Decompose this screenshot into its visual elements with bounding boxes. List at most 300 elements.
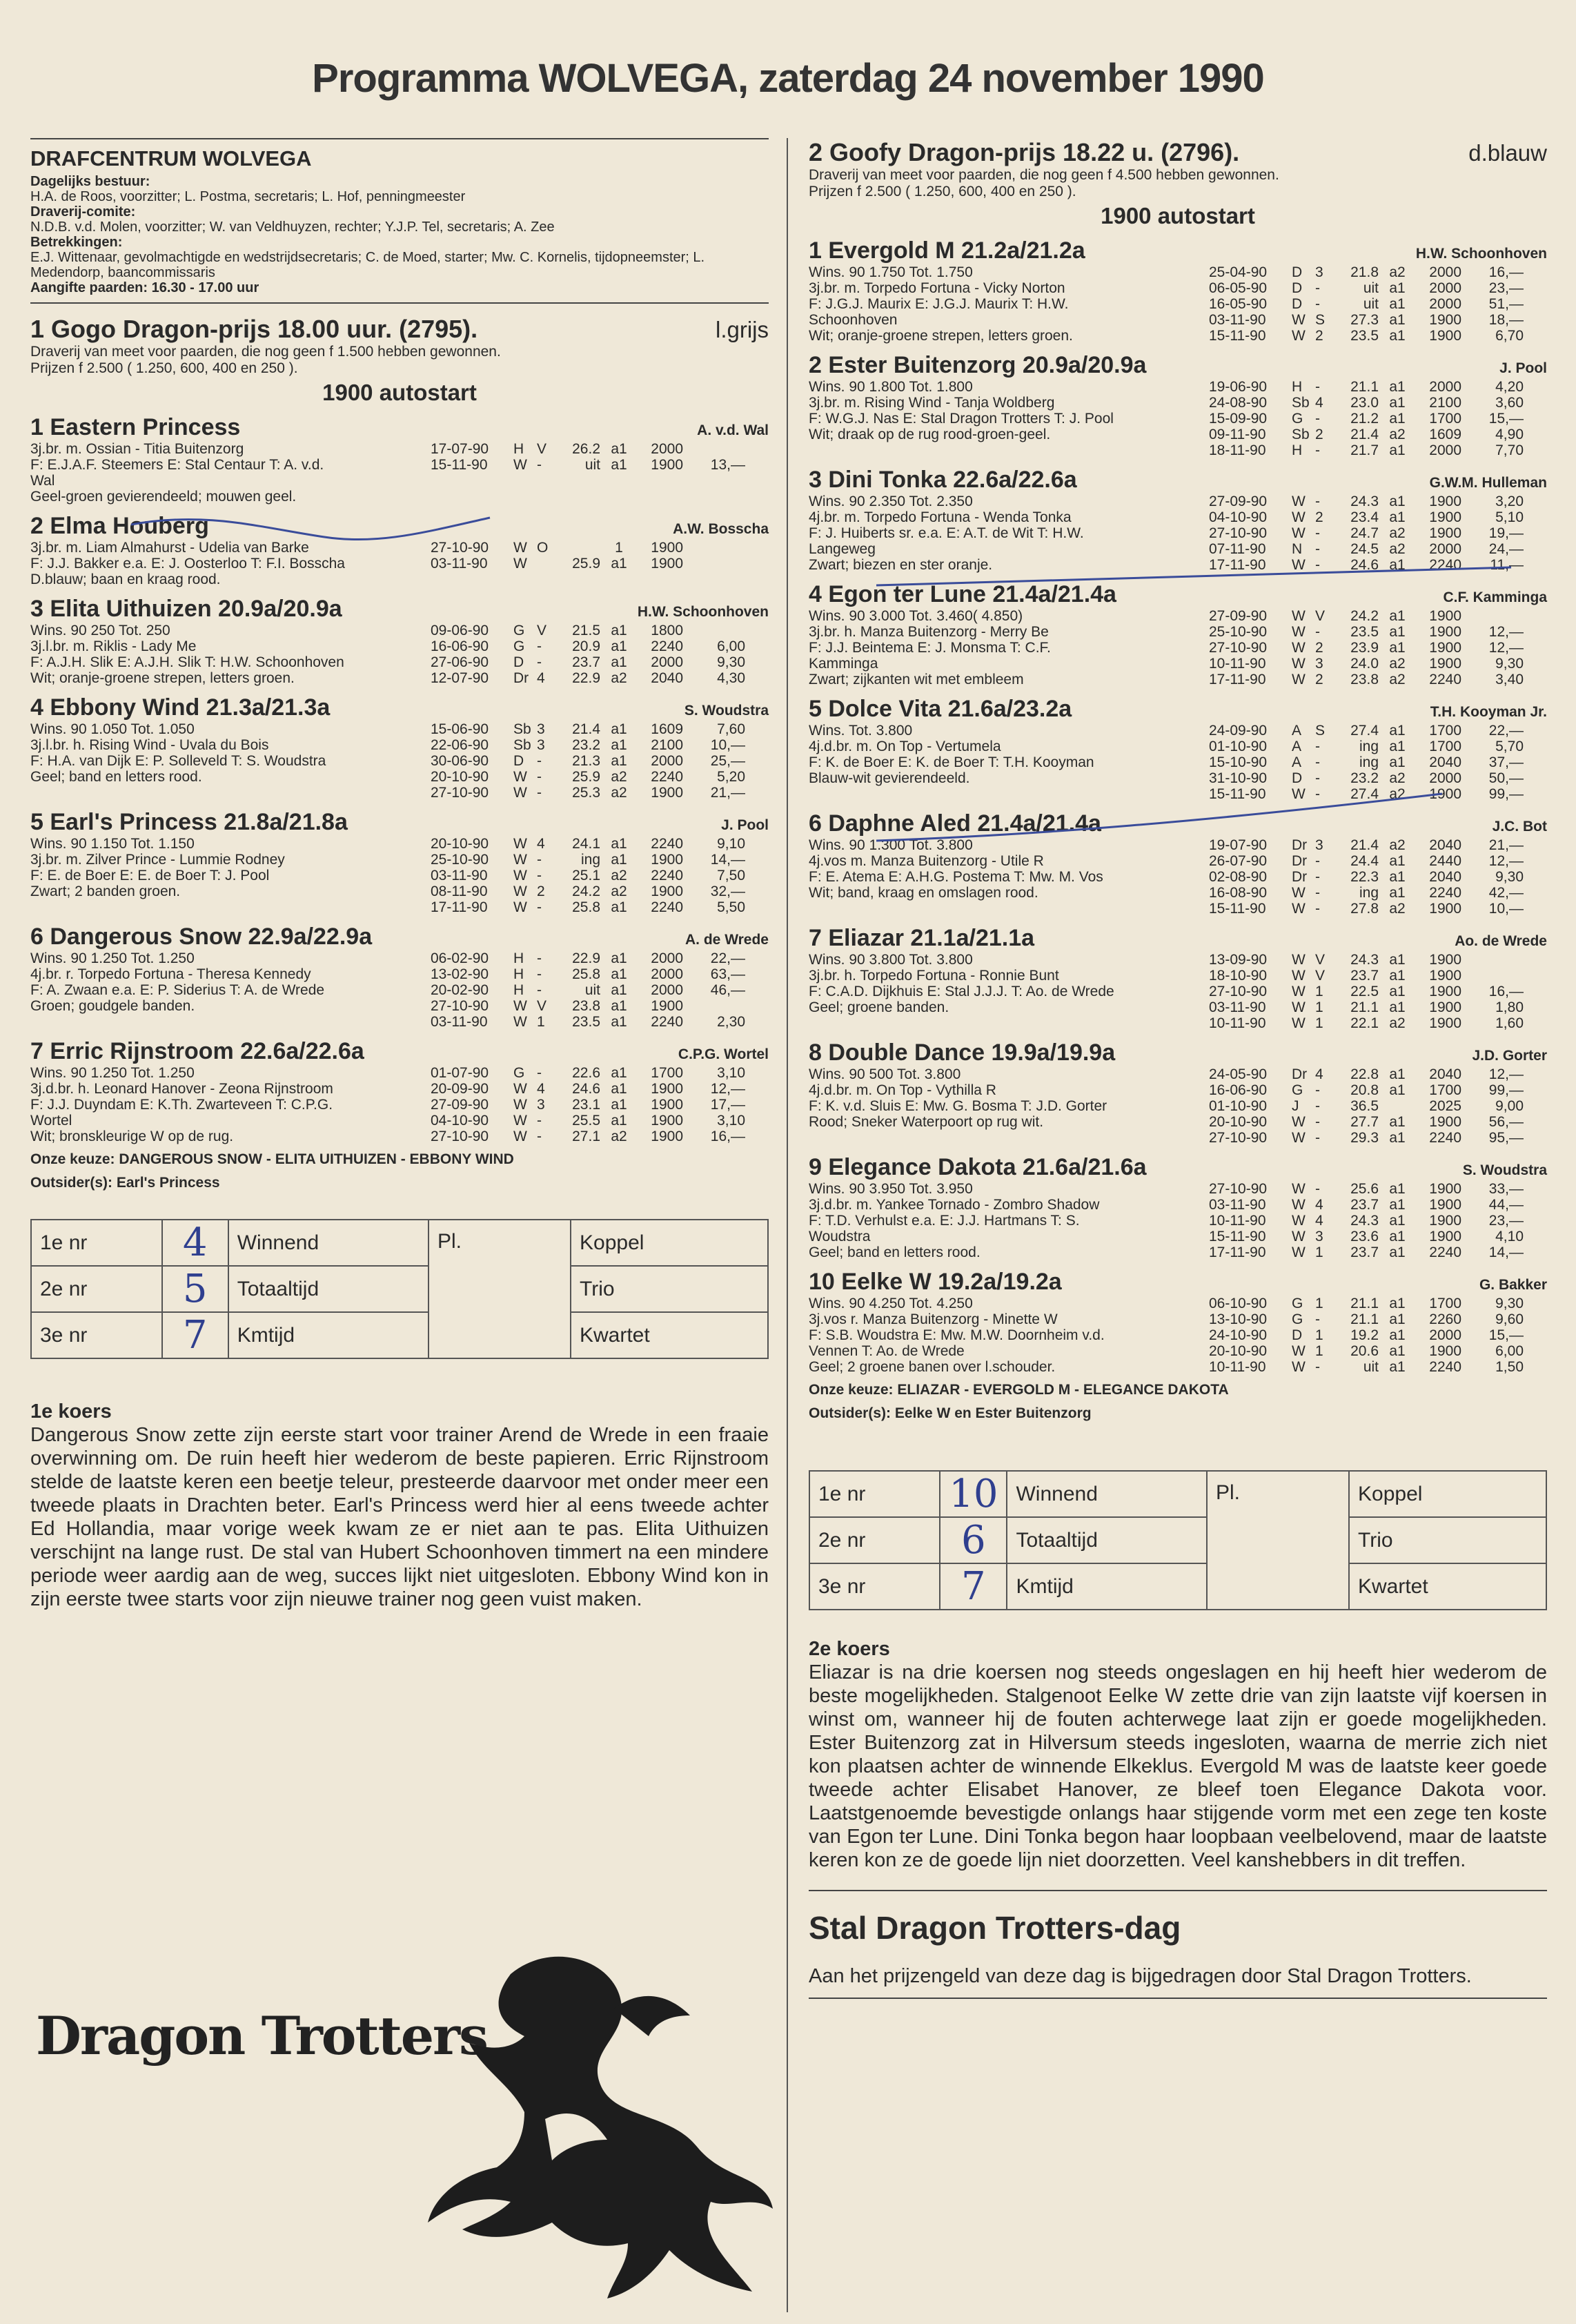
form-cell: 51,—	[1488, 296, 1524, 312]
form-rows	[431, 441, 769, 505]
info-line: Wal	[30, 473, 55, 489]
form-row	[1209, 312, 1547, 328]
form-cell	[683, 556, 745, 572]
form-cell: W	[1292, 1213, 1306, 1229]
form-cell: G	[1292, 1082, 1303, 1098]
form-cell: W	[513, 1129, 527, 1144]
form-cell: O	[537, 540, 549, 556]
form-cell: W	[1292, 525, 1306, 541]
form-cell: 23.7	[572, 654, 600, 670]
form-cell: 2040	[1429, 869, 1461, 885]
form-cell: -	[537, 899, 542, 915]
form-cell: 24.1	[572, 836, 600, 852]
form-cell: 6,70	[1495, 328, 1524, 344]
form-cell: 3	[537, 721, 545, 737]
form-row	[1209, 1311, 1547, 1327]
horse-details	[30, 1065, 769, 1144]
form-cell: 2240	[651, 1014, 683, 1030]
form-cell: a1	[611, 1113, 627, 1129]
form-cell: 21.5	[572, 623, 600, 638]
form-row	[1209, 869, 1547, 885]
horse-entry	[30, 1038, 769, 1144]
form-row	[1209, 1244, 1547, 1260]
form-cell: 17-11-90	[431, 899, 488, 915]
form-cell: 23.5	[1350, 624, 1379, 640]
form-cell: 16,—	[1488, 264, 1524, 280]
form-cell: 3	[537, 737, 545, 753]
form-cell: J	[1292, 1098, 1299, 1114]
form-cell: 23.7	[1350, 968, 1379, 984]
form-cell: -	[1315, 853, 1320, 869]
form-cell: 12,—	[1488, 640, 1524, 656]
form-cell: 12,—	[1488, 1066, 1524, 1082]
info-line: F: K. v.d. Sluis E: Mw. G. Bosma T: J.D. Gorter	[809, 1098, 1107, 1114]
horse-entry	[809, 1154, 1547, 1260]
form-cell: 95,—	[1488, 1130, 1524, 1146]
form-cell: 14,—	[710, 852, 745, 868]
form-cell: 30-06-90	[431, 753, 489, 769]
form-row	[1209, 494, 1547, 509]
form-cell: 20-10-90	[1209, 1343, 1268, 1359]
form-cell: 2240	[1429, 672, 1461, 687]
form-row	[1209, 1229, 1547, 1244]
form-cell: 08-11-90	[431, 883, 488, 899]
form-cell: H	[513, 950, 524, 966]
form-cell: -	[1315, 1311, 1320, 1327]
form-cell: G	[1292, 1296, 1303, 1311]
form-cell: W	[513, 785, 527, 801]
info-line: Wins. 90 3.000 Tot. 3.460( 4.850)	[809, 608, 1023, 624]
horse-name: 3 Dini Tonka 22.6a/22.6a	[809, 467, 1077, 493]
horse-name: 2 Elma Houberg	[30, 513, 209, 539]
horse-info	[30, 721, 431, 801]
form-cell: -	[1315, 739, 1320, 754]
form-row	[1209, 1082, 1547, 1098]
horse-header	[809, 1039, 1547, 1066]
form-row	[1209, 1130, 1547, 1146]
form-row	[1209, 770, 1547, 786]
form-cell: 24.2	[572, 883, 600, 899]
form-cell: Dr	[1292, 853, 1308, 869]
form-rows	[431, 721, 769, 801]
info-line: Geel; groene banden.	[809, 999, 949, 1015]
form-cell: 09-06-90	[431, 623, 489, 638]
form-cell: 17-07-90	[431, 441, 489, 457]
form-cell: a2	[1389, 656, 1406, 672]
form-cell: 22.5	[1350, 984, 1379, 999]
horse-header	[30, 414, 769, 441]
trainer-name: C.P.G. Wortel	[678, 1046, 769, 1062]
form-cell: a1	[1389, 984, 1406, 999]
form-cell: 1	[1315, 1015, 1323, 1031]
form-cell: 1,50	[1495, 1359, 1524, 1375]
form-cell: 9,10	[717, 836, 745, 852]
form-cell: D	[1292, 770, 1303, 786]
form-cell: a1	[1389, 1213, 1406, 1229]
race-color: d.blauw	[1468, 140, 1547, 166]
form-cell: V	[1315, 608, 1326, 624]
form-cell: a2	[611, 769, 627, 785]
form-row	[1209, 984, 1547, 999]
form-cell: 22.6	[572, 1065, 600, 1081]
form-cell: 10-11-90	[1209, 1213, 1266, 1229]
score-label: Winnend	[1007, 1471, 1207, 1517]
form-cell: 1800	[651, 623, 683, 638]
form-cell: a2	[611, 785, 627, 801]
form-cell: 1900	[1429, 494, 1461, 509]
form-cell: 20-10-90	[431, 836, 489, 852]
horse-entry	[30, 513, 769, 587]
info-line: Wit; bronskleurige W op de rug.	[30, 1129, 234, 1144]
form-row	[431, 950, 769, 966]
form-cell: a1	[1389, 1130, 1406, 1146]
form-cell	[1461, 952, 1524, 968]
form-cell	[683, 540, 745, 556]
form-cell: 24.6	[572, 1081, 600, 1097]
form-cell: 20-10-90	[431, 769, 489, 785]
form-cell: 01-10-90	[1209, 1098, 1268, 1114]
horse-header	[809, 352, 1547, 379]
betrekkingen-label: Betrekkingen:	[30, 235, 123, 250]
horse-entry	[809, 1039, 1547, 1146]
form-cell: 4	[537, 1081, 545, 1097]
form-row	[1209, 328, 1547, 344]
commentary-text: Dangerous Snow zette zijn eerste start voor trainer Arend de Wrede in een fraaie overwinning om. De ruin heeft hier wederom de beste papieren. Erric Rijnstroom stelde de laatste keren een beetje teleur, presteerde daarvoor met onder meer een tweede plaats in Drachten beter. Earl's Princess werd hier al eens tweede achter Ed Hollandia, maar vorige week kwam ze er niet aan te pas. Elita Uithuizen verschijnt na lange rust. De stal van Hubert Schoonhoven timmert na een mindere periode weer aardig aan de weg, succes lijkt niet uitgesloten. Ebbony Wind kon in zijn eerste twee starts voor zijn nieuwe trainer nog geen vuist maken.	[30, 1424, 769, 1610]
race-prizes: Prijzen f 2.500 ( 1.250, 600, 400 en 250 ).	[809, 184, 1076, 199]
form-cell: 22.9	[572, 670, 600, 686]
form-cell: 4	[1315, 395, 1323, 411]
form-cell: 27.4	[1350, 723, 1379, 739]
form-cell: 2	[537, 883, 545, 899]
form-cell: 23.0	[1350, 395, 1379, 411]
form-cell: a1	[1389, 869, 1406, 885]
form-cell: A	[1292, 723, 1302, 739]
form-cell: 24-09-90	[1209, 723, 1268, 739]
form-cell: 27-10-90	[431, 998, 489, 1014]
form-cell: 15-09-90	[1209, 411, 1268, 427]
form-cell: -	[1315, 770, 1320, 786]
horse-info	[809, 379, 1209, 458]
form-cell: 2	[1315, 328, 1323, 344]
form-cell: G	[1292, 1311, 1303, 1327]
form-row	[1209, 280, 1547, 296]
form-row	[1209, 541, 1547, 557]
form-cell: a1	[611, 737, 627, 753]
form-cell: a1	[1389, 1343, 1406, 1359]
trainer-name: T.H. Kooyman Jr.	[1430, 704, 1547, 720]
form-cell: 15-06-90	[431, 721, 489, 737]
form-cell: 17,—	[710, 1097, 745, 1113]
form-cell: 2240	[1429, 557, 1461, 573]
form-cell: 13-10-90	[1209, 1311, 1268, 1327]
info-line: Wit; draak op de rug rood-groen-geel.	[809, 427, 1051, 442]
form-cell: 03-11-90	[431, 1014, 488, 1030]
form-cell: W	[1292, 1130, 1306, 1146]
form-cell: 23.6	[1350, 1229, 1379, 1244]
form-cell: 26-07-90	[1209, 853, 1268, 869]
horse-details	[809, 1296, 1547, 1375]
form-cell: 1900	[1429, 1343, 1461, 1359]
form-cell: 56,—	[1488, 1114, 1524, 1130]
form-cell: 5,20	[717, 769, 745, 785]
form-cell: 1900	[651, 883, 683, 899]
form-cell: W	[513, 769, 527, 785]
form-cell: a2	[1389, 541, 1406, 557]
form-cell: 20.6	[1350, 1343, 1379, 1359]
form-cell: 2000	[1429, 379, 1461, 395]
info-line: 4j.br. m. Torpedo Fortuna - Wenda Tonka	[809, 509, 1072, 525]
horse-name: 2 Ester Buitenzorg 20.9a/20.9a	[809, 352, 1147, 378]
form-cell: a1	[1389, 1229, 1406, 1244]
horse-list	[809, 237, 1547, 1375]
form-cell: -	[1315, 786, 1320, 802]
horse-info	[30, 950, 431, 1030]
form-cell: 27.3	[1350, 312, 1379, 328]
form-cell: W	[1292, 656, 1306, 672]
form-cell: a1	[1389, 1066, 1406, 1082]
form-cell: 25.9	[572, 769, 600, 785]
form-cell: W	[1292, 952, 1306, 968]
form-cell: a1	[1389, 557, 1406, 573]
info-line: Wins. 90 1.250 Tot. 1.250	[30, 1065, 195, 1081]
form-cell: 1700	[651, 1065, 683, 1081]
form-cell: 03-11-90	[431, 556, 488, 572]
form-cell: 1900	[1429, 509, 1461, 525]
form-cell: a1	[1389, 411, 1406, 427]
form-row	[1209, 1114, 1547, 1130]
info-line: Wins. 90 1.300 Tot. 3.800	[809, 837, 973, 853]
form-cell: 21,—	[710, 785, 745, 801]
form-cell: a2	[1389, 672, 1406, 687]
form-cell	[537, 556, 560, 572]
onze-keuze: Onze keuze: ELIAZAR - EVERGOLD M - ELEGANCE DAKOTA	[809, 1382, 1229, 1398]
form-cell: -	[537, 638, 542, 654]
form-cell: 27-10-90	[1209, 525, 1268, 541]
form-cell: 24.3	[1350, 494, 1379, 509]
form-cell: 1	[615, 540, 623, 556]
info-line: Wit; band, kraag en omslagen rood.	[809, 885, 1038, 901]
form-cell: 02-08-90	[1209, 869, 1268, 885]
form-cell: 24.2	[1350, 608, 1379, 624]
form-cell: Dr	[1292, 869, 1308, 885]
form-cell: W	[513, 883, 527, 899]
form-cell: 24-10-90	[1209, 1327, 1268, 1343]
form-cell: 3,10	[717, 1065, 745, 1081]
handwritten-number: 4	[162, 1220, 228, 1266]
form-cell: 21,—	[1488, 837, 1524, 853]
form-cell: 15,—	[1488, 411, 1524, 427]
horse-details	[809, 494, 1547, 573]
score-row-label: 3e nr	[31, 1312, 162, 1358]
form-row	[1209, 901, 1547, 917]
stal-title: Stal Dragon Trotters-dag	[809, 1910, 1181, 1946]
form-row	[431, 670, 769, 686]
form-cell: ing	[1359, 754, 1379, 770]
aangifte-text: Aangifte paarden: 16.30 - 17.00 uur	[30, 280, 259, 295]
form-row	[431, 868, 769, 883]
form-cell: 4,10	[1495, 1229, 1524, 1244]
form-row	[431, 1081, 769, 1097]
form-cell: 15-11-90	[1209, 786, 1266, 802]
horse-header	[30, 596, 769, 623]
form-cell: a1	[1389, 739, 1406, 754]
info-line: 3j.br. m. Liam Almahurst - Udelia van Barke	[30, 540, 309, 556]
form-cell: 2000	[1429, 541, 1461, 557]
form-cell: 9,30	[1495, 869, 1524, 885]
horse-entry	[30, 924, 769, 1030]
form-cell: 18-10-90	[1209, 968, 1268, 984]
form-cell: -	[537, 1065, 542, 1081]
form-cell: -	[537, 769, 542, 785]
form-cell: 2	[1315, 672, 1323, 687]
form-cell: H	[1292, 442, 1303, 458]
form-cell: 24,—	[1488, 541, 1524, 557]
form-cell: 2000	[1429, 296, 1461, 312]
form-row	[431, 1065, 769, 1081]
info-line: F: J.J. Beintema E: J. Monsma T: C.F.	[809, 640, 1051, 656]
horse-header	[809, 581, 1547, 608]
form-cell: Sb	[513, 721, 531, 737]
form-cell: 27-10-90	[1209, 640, 1268, 656]
form-row	[431, 1129, 769, 1144]
horse-details	[809, 1181, 1547, 1260]
form-cell: 27.1	[572, 1129, 600, 1144]
form-cell: 24.7	[1350, 525, 1379, 541]
race-1	[30, 315, 769, 1191]
horse-header	[809, 1269, 1547, 1296]
form-cell: 1900	[1429, 968, 1461, 984]
form-cell: W	[513, 457, 527, 473]
race-conditions: Draverij van meet voor paarden, die nog geen f 4.500 hebben gewonnen.	[809, 167, 1279, 183]
score-table-1	[30, 1219, 769, 1359]
info-line: F: A.J.H. Slik E: A.J.H. Slik T: H.W. Schoonhoven	[30, 654, 344, 670]
info-line: Groen; goudgele banden.	[30, 998, 195, 1014]
form-cell: 1900	[1429, 999, 1461, 1015]
form-cell: 23.2	[1350, 770, 1379, 786]
form-cell: a1	[1389, 1197, 1406, 1213]
info-line: Wins. 90 3.950 Tot. 3.950	[809, 1181, 973, 1197]
form-cell: D	[1292, 296, 1303, 312]
form-cell: 23,—	[1488, 1213, 1524, 1229]
form-cell: 7,70	[1495, 442, 1524, 458]
form-cell: 2000	[651, 950, 683, 966]
form-cell: 2240	[1429, 1359, 1461, 1375]
form-cell: 3,40	[1495, 672, 1524, 687]
form-cell: 19.2	[1350, 1327, 1379, 1343]
info-line: Geel; 2 groene banen over l.schouder.	[809, 1359, 1056, 1375]
horse-header	[30, 513, 769, 540]
form-cell: 22-06-90	[431, 737, 489, 753]
form-row	[431, 556, 769, 572]
form-cell: 24-05-90	[1209, 1066, 1268, 1082]
horse-details	[30, 540, 769, 587]
info-line: F: E. Atema E: A.H.G. Postema T: Mw. M. Vos	[809, 869, 1103, 885]
form-cell: 2040	[1429, 1066, 1461, 1082]
trainer-name: J.D. Gorter	[1472, 1048, 1547, 1064]
form-cell: 1900	[1429, 608, 1461, 624]
form-row	[431, 883, 769, 899]
trainer-name: G. Bakker	[1479, 1277, 1547, 1293]
form-cell: 3	[1315, 656, 1323, 672]
form-cell: 2000	[651, 982, 683, 998]
form-cell: a1	[1389, 1327, 1406, 1343]
form-cell: 29.3	[1350, 1130, 1379, 1146]
form-cell: 44,—	[1488, 1197, 1524, 1213]
onze-keuze: Onze keuze: DANGEROUS SNOW - ELITA UITHUIZEN - EBBONY WIND	[30, 1151, 514, 1167]
form-cell: 36.5	[1350, 1098, 1379, 1114]
form-cell: W	[1292, 1244, 1306, 1260]
horse-info	[809, 608, 1209, 687]
form-cell: a1	[1389, 280, 1406, 296]
horse-entry	[809, 1269, 1547, 1375]
form-cell: 24.3	[1350, 952, 1379, 968]
info-line: Wins. 90 1.800 Tot. 1.800	[809, 379, 973, 395]
form-cell: 1900	[651, 1081, 683, 1097]
form-cell: 2025	[1429, 1098, 1461, 1114]
form-cell: Dr	[513, 670, 529, 686]
form-cell: 37,—	[1488, 754, 1524, 770]
form-cell: -	[537, 654, 542, 670]
form-row	[1209, 411, 1547, 427]
form-row	[431, 852, 769, 868]
race-title: 2 Goofy Dragon-prijs 18.22 u. (2796).	[809, 138, 1240, 166]
form-cell: W	[513, 852, 527, 868]
form-cell: W	[1292, 1197, 1306, 1213]
info-line: Kamminga	[809, 656, 878, 672]
form-cell: 21.8	[1350, 264, 1379, 280]
trainer-name: H.W. Schoonhoven	[1415, 246, 1547, 262]
form-cell: 1900	[1429, 328, 1461, 344]
horse-details	[30, 721, 769, 801]
form-cell: 19-07-90	[1209, 837, 1268, 853]
commentary-1	[30, 1400, 769, 1611]
score-label: Kmtijd	[228, 1312, 429, 1358]
info-line: 3j.l.br. h. Rising Wind - Uvala du Bois	[30, 737, 269, 753]
form-cell: 4	[537, 836, 545, 852]
form-cell: 3	[1315, 264, 1323, 280]
form-cell: -	[1315, 442, 1320, 458]
form-cell: V	[537, 998, 547, 1014]
form-row	[1209, 427, 1547, 442]
form-cell: a1	[1389, 312, 1406, 328]
info-line: F: H.A. van Dijk E: P. Solleveld T: S. Woudstra	[30, 753, 326, 769]
form-cell: uit	[584, 982, 600, 998]
form-cell: a2	[1389, 427, 1406, 442]
form-cell: -	[537, 868, 542, 883]
form-cell: 1900	[1429, 624, 1461, 640]
form-row	[1209, 557, 1547, 573]
form-cell: 27-10-90	[1209, 1181, 1268, 1197]
form-cell: 01-10-90	[1209, 739, 1268, 754]
form-cell: -	[1315, 1082, 1320, 1098]
race-2	[809, 138, 1547, 1422]
form-cell: W	[513, 1113, 527, 1129]
commentary-title: 2e koers	[809, 1638, 890, 1660]
form-cell: W	[513, 899, 527, 915]
form-cell: 17-11-90	[1209, 672, 1266, 687]
form-cell: 20.8	[1350, 1082, 1379, 1098]
form-cell: 2240	[651, 899, 683, 915]
form-cell: 1900	[1429, 656, 1461, 672]
form-cell: 2100	[651, 737, 683, 753]
horse-name: 3 Elita Uithuizen 20.9a/20.9a	[30, 596, 342, 622]
form-cell: a1	[611, 654, 627, 670]
form-cell: 06-10-90	[1209, 1296, 1268, 1311]
form-cell: 2040	[1429, 837, 1461, 853]
form-cell: 20-10-90	[1209, 1114, 1268, 1130]
form-cell: 3,20	[1495, 494, 1524, 509]
info-line: Zwart; biezen en ster oranje.	[809, 557, 993, 573]
